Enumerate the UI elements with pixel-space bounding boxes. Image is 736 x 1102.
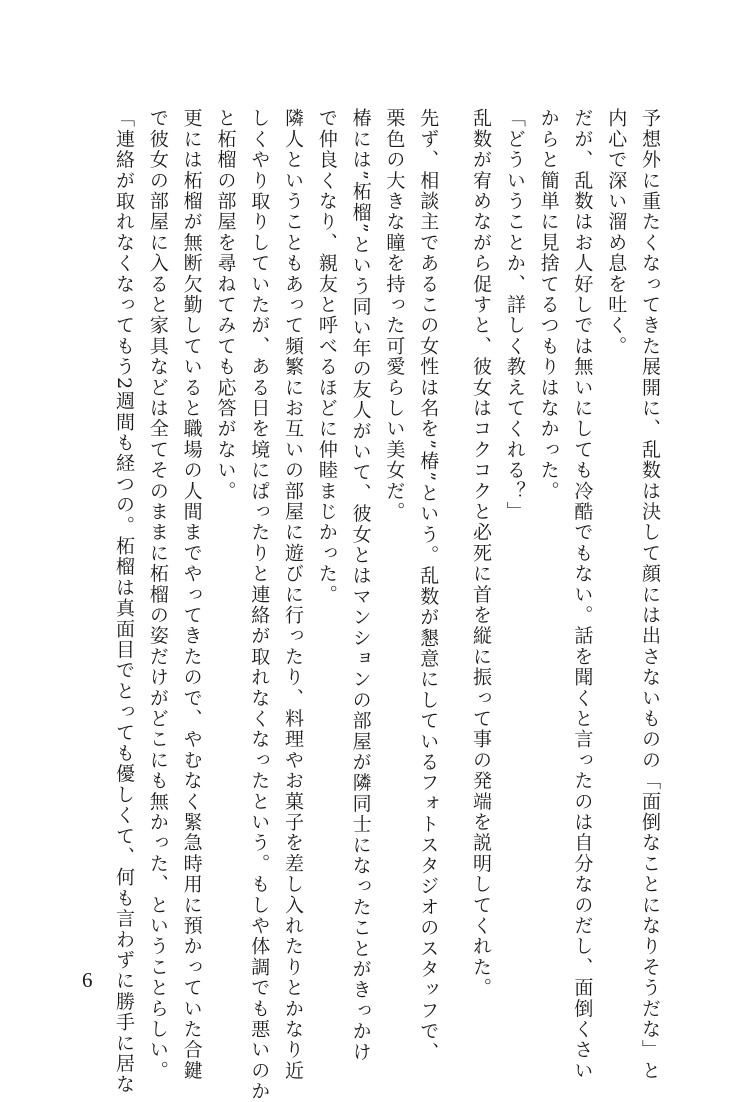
text-line: 内心で深い溜め息を吐く。: [605, 108, 628, 357]
text-line: 乱数が宥めながら促すと、彼女はコクコクと必死に首を縦に振って事の発端を説明してくれた。: [470, 108, 493, 999]
text-line: だが、乱数はお人好しでは無いにしても冷酷でもない。話を聞くと言ったのは自分なのだし、面倒くさい: [571, 108, 594, 1081]
text-line: しくやり取りしていたが、ある日を境にぱったりと連絡が取れなくなったという。もしや体調でも悪いのか: [248, 108, 271, 1102]
text-line: 「どういうことか、詳しく教えてくれる？」: [503, 108, 526, 522]
text-line: と柘榴の部屋を尋ねてみても応答がない。: [214, 108, 237, 502]
text-line: からと簡単に見捨てるつもりはなかった。: [537, 108, 560, 502]
text-line: 栗色の大きな瞳を持った可愛らしい美女だ。: [383, 108, 406, 522]
text-line: 「連絡が取れなくなってもう2週間も経つの。柘榴は真面目でとっても優しくて、何も言わずに勝手に居な: [113, 108, 136, 1095]
body-text: [106, 108, 666, 1102]
text-line: で仲良くなり、親友と呼べるほどに仲睦まじかった。: [315, 108, 338, 605]
text-line: 予想外に重たくなってきた展開に、乱数は決して顔には出さないものの「面倒なことになりそうだな」と: [639, 108, 661, 1081]
section-gap: [444, 108, 463, 938]
text-line: で彼女の部屋に入ると家具などは全てそのままに柘榴の姿だけがどこにも無かった、ということらしい。: [146, 108, 169, 1081]
text-line: 椿には”柘榴”という同い年の友人がいて、彼女とはマンションの部屋が隣同士になったことがきっかけ: [349, 108, 372, 1063]
page-number: 6: [82, 968, 93, 992]
text-line: 更には柘榴が無断欠勤していると職場の人間までやってきたので、やむなく緊急時用に預かっていた合鍵: [180, 108, 203, 1081]
text-line: 隣人ということもあって頻繁にお互いの部屋に遊びに行ったり、料理やお菓子を差し入れたりとかなり近: [282, 108, 305, 1081]
text-line: 先ず、相談主であるこの女性は名を”椿”という。乱数が懇意にしているフォトスタジオのスタッフで、: [417, 108, 440, 1063]
